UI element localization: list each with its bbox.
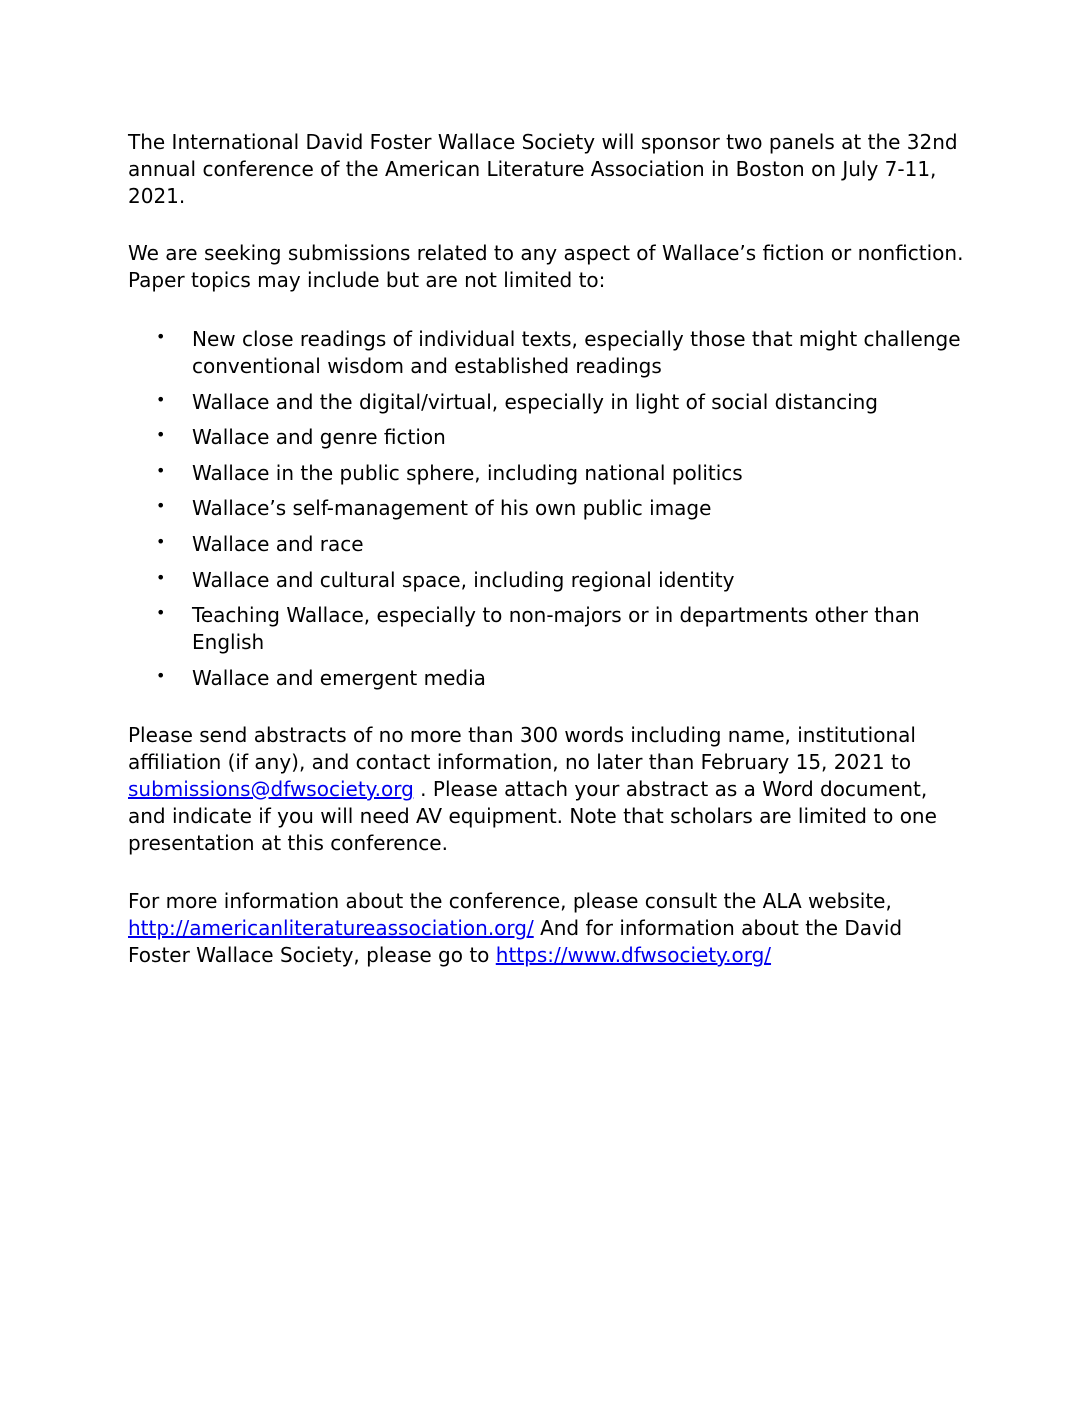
bullet-icon: •	[156, 567, 166, 587]
topic-text: Wallace and genre fiction	[192, 425, 446, 450]
list-item	[128, 389, 968, 416]
topic-text: New close readings of individual texts, especially those that might challenge conventional wisdom and established readings	[192, 327, 961, 378]
bullet-icon: •	[156, 327, 166, 346]
list-item	[128, 326, 968, 380]
submission-text-after: . Please attach your abstract as a Word document, and indicate if you will need AV equipment. Note that scholars are limited to one presentation at this conference.	[128, 777, 937, 855]
topics-list	[128, 326, 968, 700]
list-item	[128, 567, 968, 594]
topic-text: Teaching Wallace, especially to non-majors or in departments other than English	[192, 603, 920, 655]
submission-text-before: Please send abstracts of no more than 300 words including name, institutional affiliation (if any), and contact information, no later than February 15, 2021 to	[128, 723, 916, 774]
more-info-text-between: And for information about the David Foster Wallace Society, please go to	[128, 916, 903, 967]
intro-paragraph: The International David Foster Wallace Society will sponsor two panels at the 32nd annual conference of the American Literature Association in Boston on July 7-11, 2021.	[128, 130, 958, 208]
ala-website-link[interactable]: http://americanliteratureassociation.org/	[128, 916, 534, 940]
topic-text: Wallace and the digital/virtual, especially in light of social distancing	[192, 389, 878, 414]
list-item	[128, 424, 968, 451]
bullet-icon: •	[156, 389, 166, 409]
bullet-icon: •	[156, 425, 166, 445]
more-info-paragraph	[128, 888, 968, 969]
email-link[interactable]: submissions@dfwsociety.org	[128, 777, 414, 801]
topic-text: Wallace and emergent media	[192, 665, 486, 690]
list-item	[128, 531, 968, 558]
topic-text: Wallace and race	[192, 531, 364, 556]
bullet-icon: •	[156, 603, 166, 623]
bullet-icon: •	[156, 531, 166, 551]
bullet-icon: •	[156, 460, 166, 480]
list-item	[128, 460, 968, 487]
submission-paragraph	[128, 722, 968, 857]
bullet-icon: •	[156, 665, 166, 685]
list-item	[128, 602, 968, 656]
society-website-link[interactable]: https://www.dfwsociety.org/	[495, 943, 772, 967]
more-info-text-before: For more information about the conference, please consult the ALA website,	[128, 889, 892, 913]
list-item	[128, 495, 968, 522]
list-item	[128, 665, 968, 692]
topic-text: Wallace in the public sphere, including national politics	[192, 460, 743, 485]
topic-text: Wallace’s self-management of his own public image	[192, 496, 712, 521]
topic-text: Wallace and cultural space, including regional identity	[192, 567, 735, 592]
seeking-paragraph: We are seeking submissions related to any aspect of Wallace’s fiction or nonfiction. Paper topics may include but are not limited to:	[128, 241, 964, 292]
bullet-icon: •	[156, 496, 166, 516]
